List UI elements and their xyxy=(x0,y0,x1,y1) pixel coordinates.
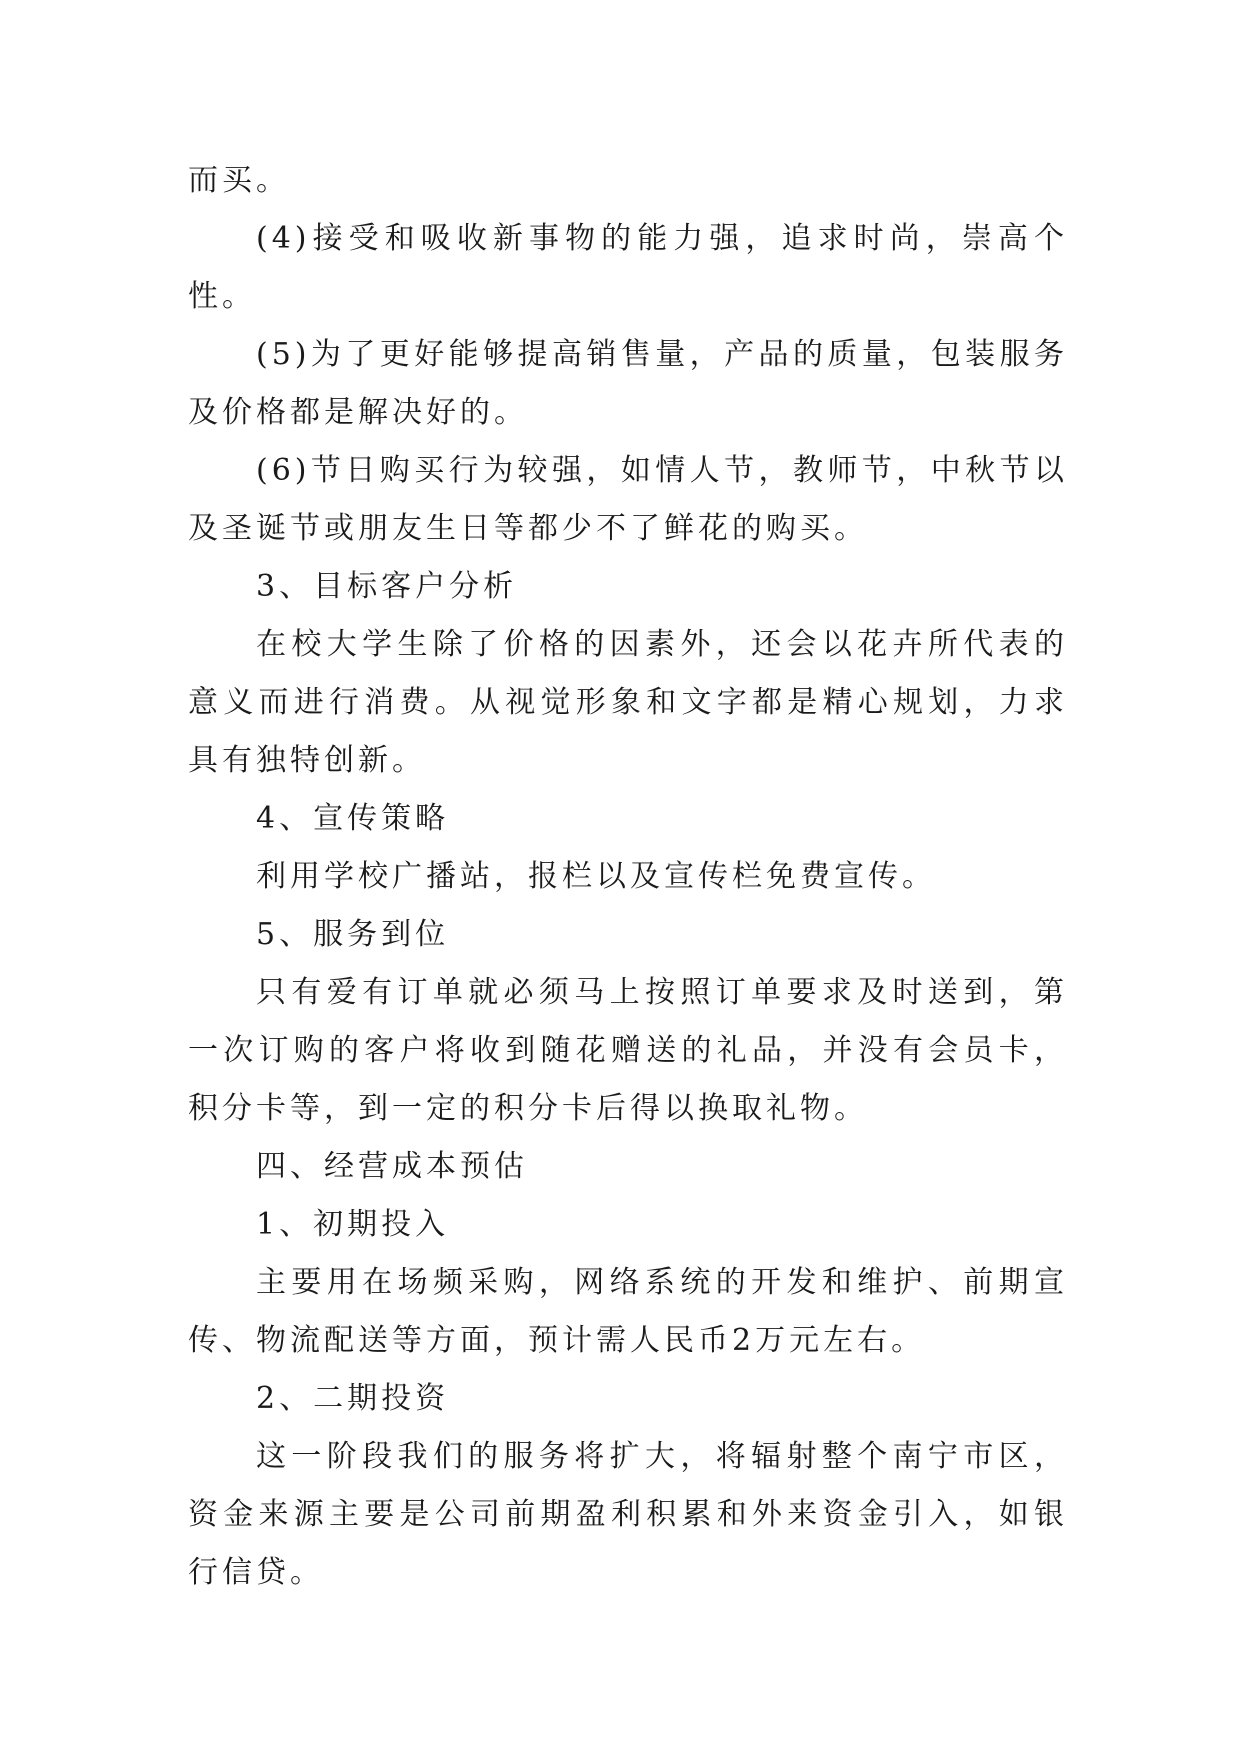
paragraph-target-customer: 在校大学生除了价格的因素外，还会以花卉所代表的意义而进行消费。从视觉形象和文字都是精心规划，力求具有独特创新。 xyxy=(188,627,1068,778)
paragraph-promotion: 利用学校广播站，报栏以及宣传栏免费宣传。 xyxy=(256,859,936,894)
document-body xyxy=(188,152,1068,1602)
paragraph-item-4: (4)接受和吸收新事物的能力强，追求时尚，崇高个性。 xyxy=(188,221,1068,314)
paragraph-service: 只有爱有订单就必须马上按照订单要求及时送到，第一次订购的客户将收到随花赠送的礼品，并没有会员卡，积分卡等，到一定的积分卡后得以换取礼物。 xyxy=(188,975,1068,1126)
paragraph-continuation: 而买。 xyxy=(188,163,290,198)
section-heading-initial-investment: 1、初期投入 xyxy=(256,1207,450,1242)
paragraph-second-investment: 这一阶段我们的服务将扩大，将辐射整个南宁市区，资金来源主要是公司前期盈利积累和外来资金引入，如银行信贷。 xyxy=(188,1439,1068,1590)
section-heading-second-investment: 2、二期投资 xyxy=(256,1381,450,1416)
chapter-heading-cost-estimate: 四、经营成本预估 xyxy=(256,1149,528,1184)
paragraph-item-6: (6)节日购买行为较强，如情人节，教师节，中秋节以及圣诞节或朋友生日等都少不了鲜花的购买。 xyxy=(188,453,1068,546)
section-heading-promotion: 4、宣传策略 xyxy=(256,801,450,836)
section-heading-service: 5、服务到位 xyxy=(256,917,450,952)
paragraph-item-5: (5)为了更好能够提高销售量，产品的质量，包装服务及价格都是解决好的。 xyxy=(188,337,1068,430)
paragraph-initial-investment: 主要用在场频采购，网络系统的开发和维护、前期宣传、物流配送等方面，预计需人民币2万元左右。 xyxy=(188,1265,1068,1358)
section-heading-target-customer: 3、目标客户分析 xyxy=(256,569,518,604)
